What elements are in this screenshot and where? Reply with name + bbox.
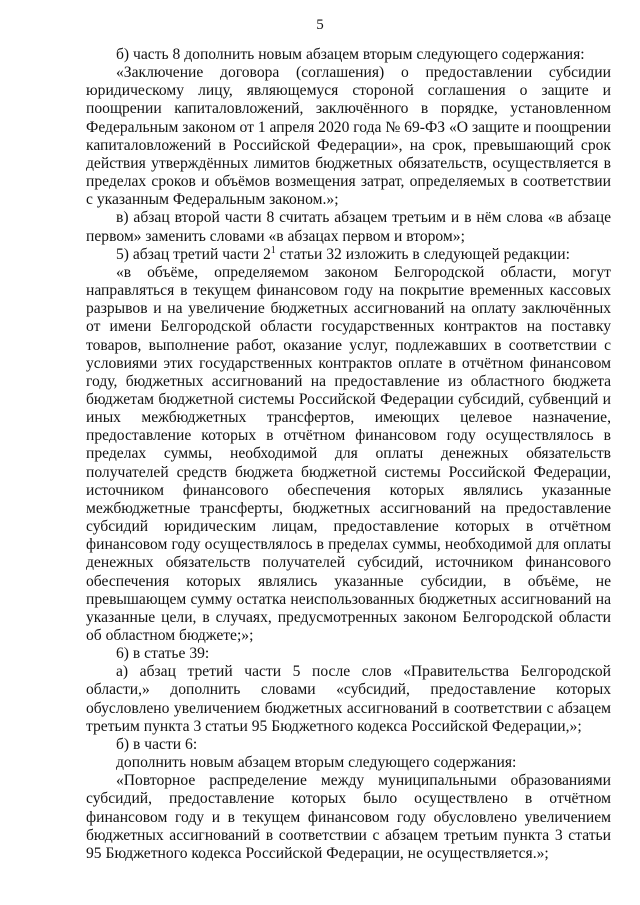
page-number: 5 — [316, 17, 324, 33]
paragraph-budget-volume: «в объёме, определяемом законом Белгородской области, могут направляться в текущем финансовом году на покрытие временных кассовых разрывов и на увеличение бюджетных ассигнований на оплату заключённых от имени Белгородской области государственных контрактов на поставку товаров, выполнение работ, оказание услуг, подлежавших в соответствии с условиями этих государственных контрактов оплате в отчётном финансовом году, бюджетных ассигнований на предоставление из областного бюджета бюджетам бюджетной системы Российской Федерации субсидий, субвенций и иных межбюджетных трансфертов, имеющих целевое назначение, предоставление которых в отчётном финансовом году осуществлялось в пределах суммы, необходимой для оплаты денежных обязательств получателей средств бюджета бюджетной системы Российской Федерации, источником финансового обеспечения которых являлись указанные межбюджетные трансферты, бюджетных ассигнований на предоставление субсидий юридическим лицам, предоставление которых в отчётном финансовом году осуществлялось в пределах суммы, необходимой для оплаты денежных обязательств получателей субсидий, источником финансового обеспечения которых являлись указанные субсидии, в объёме, не превышающем сумму остатка неиспользованных бюджетных ассигнований на указанные цели, в случаях, предусмотренных законом Белгородской области об областном бюджете;»; — [86, 263, 611, 644]
paragraph-a-part-5: а) абзац третий части 5 после слов «Правительства Белгородской области,» дополнить словами «субсидий, предоставление которых обусловлено увеличением бюджетных ассигнований в соответствии с абзацем третьим пункта 3 статьи 95 Бюджетного кодекса Российской Федерации,»; — [86, 663, 611, 735]
document-body — [86, 46, 611, 863]
paragraph-repeated-distribution: «Повторное распределение между муниципальными образованиями субсидий, предоставление которых было осуществлено в отчётном финансовом году и в текущем финансовом году обусловлено увеличением бюджетных ассигнований в соответствии с абзацем третьим пункта 3 статьи 95 Бюджетного кодекса Российской Федерации, не осуществляется.»; — [86, 772, 611, 862]
paragraph-b-part-6: б) в части 6: — [116, 735, 198, 753]
paragraph-contract-subsidy: «Заключение договора (соглашения) о предоставлении субсидии юридическому лицу, являющемуся стороной соглашения о защите и поощрении капиталовложений, заключённого в порядке, установленном Федеральным законом от 1 апреля 2020 года № 69-ФЗ «О защите и поощрении капиталовложений в Российской Федерации», на срок, превышающий срок действия утверждённых лимитов бюджетных обязательств, осуществляется в пределах сроков и объёмов возмещения затрат, определяемых в соответствии с указанным Федеральным законом.»; — [86, 64, 611, 209]
superscript-one: 1 — [270, 244, 276, 256]
paragraph-article-32-before: 5) абзац третий части 2 — [116, 245, 271, 263]
paragraph-b-part-8: б) часть 8 дополнить новым абзацем вторым следующего содержания: — [116, 46, 585, 63]
paragraph-v-part-8: в) абзац второй части 8 считать абзацем третьим и в нём слова «в абзаце первом» заменить словами «в абзацах первом и втором»; — [86, 209, 611, 245]
paragraph-article-32-after: статьи 32 изложить в следующей редакции: — [275, 245, 570, 263]
paragraph-article-39: 6) в статье 39: — [116, 645, 210, 663]
paragraph-article-32 — [86, 246, 611, 264]
paragraph-add-second-abzac: дополнить новым абзацем вторым следующего содержания: — [116, 754, 517, 772]
